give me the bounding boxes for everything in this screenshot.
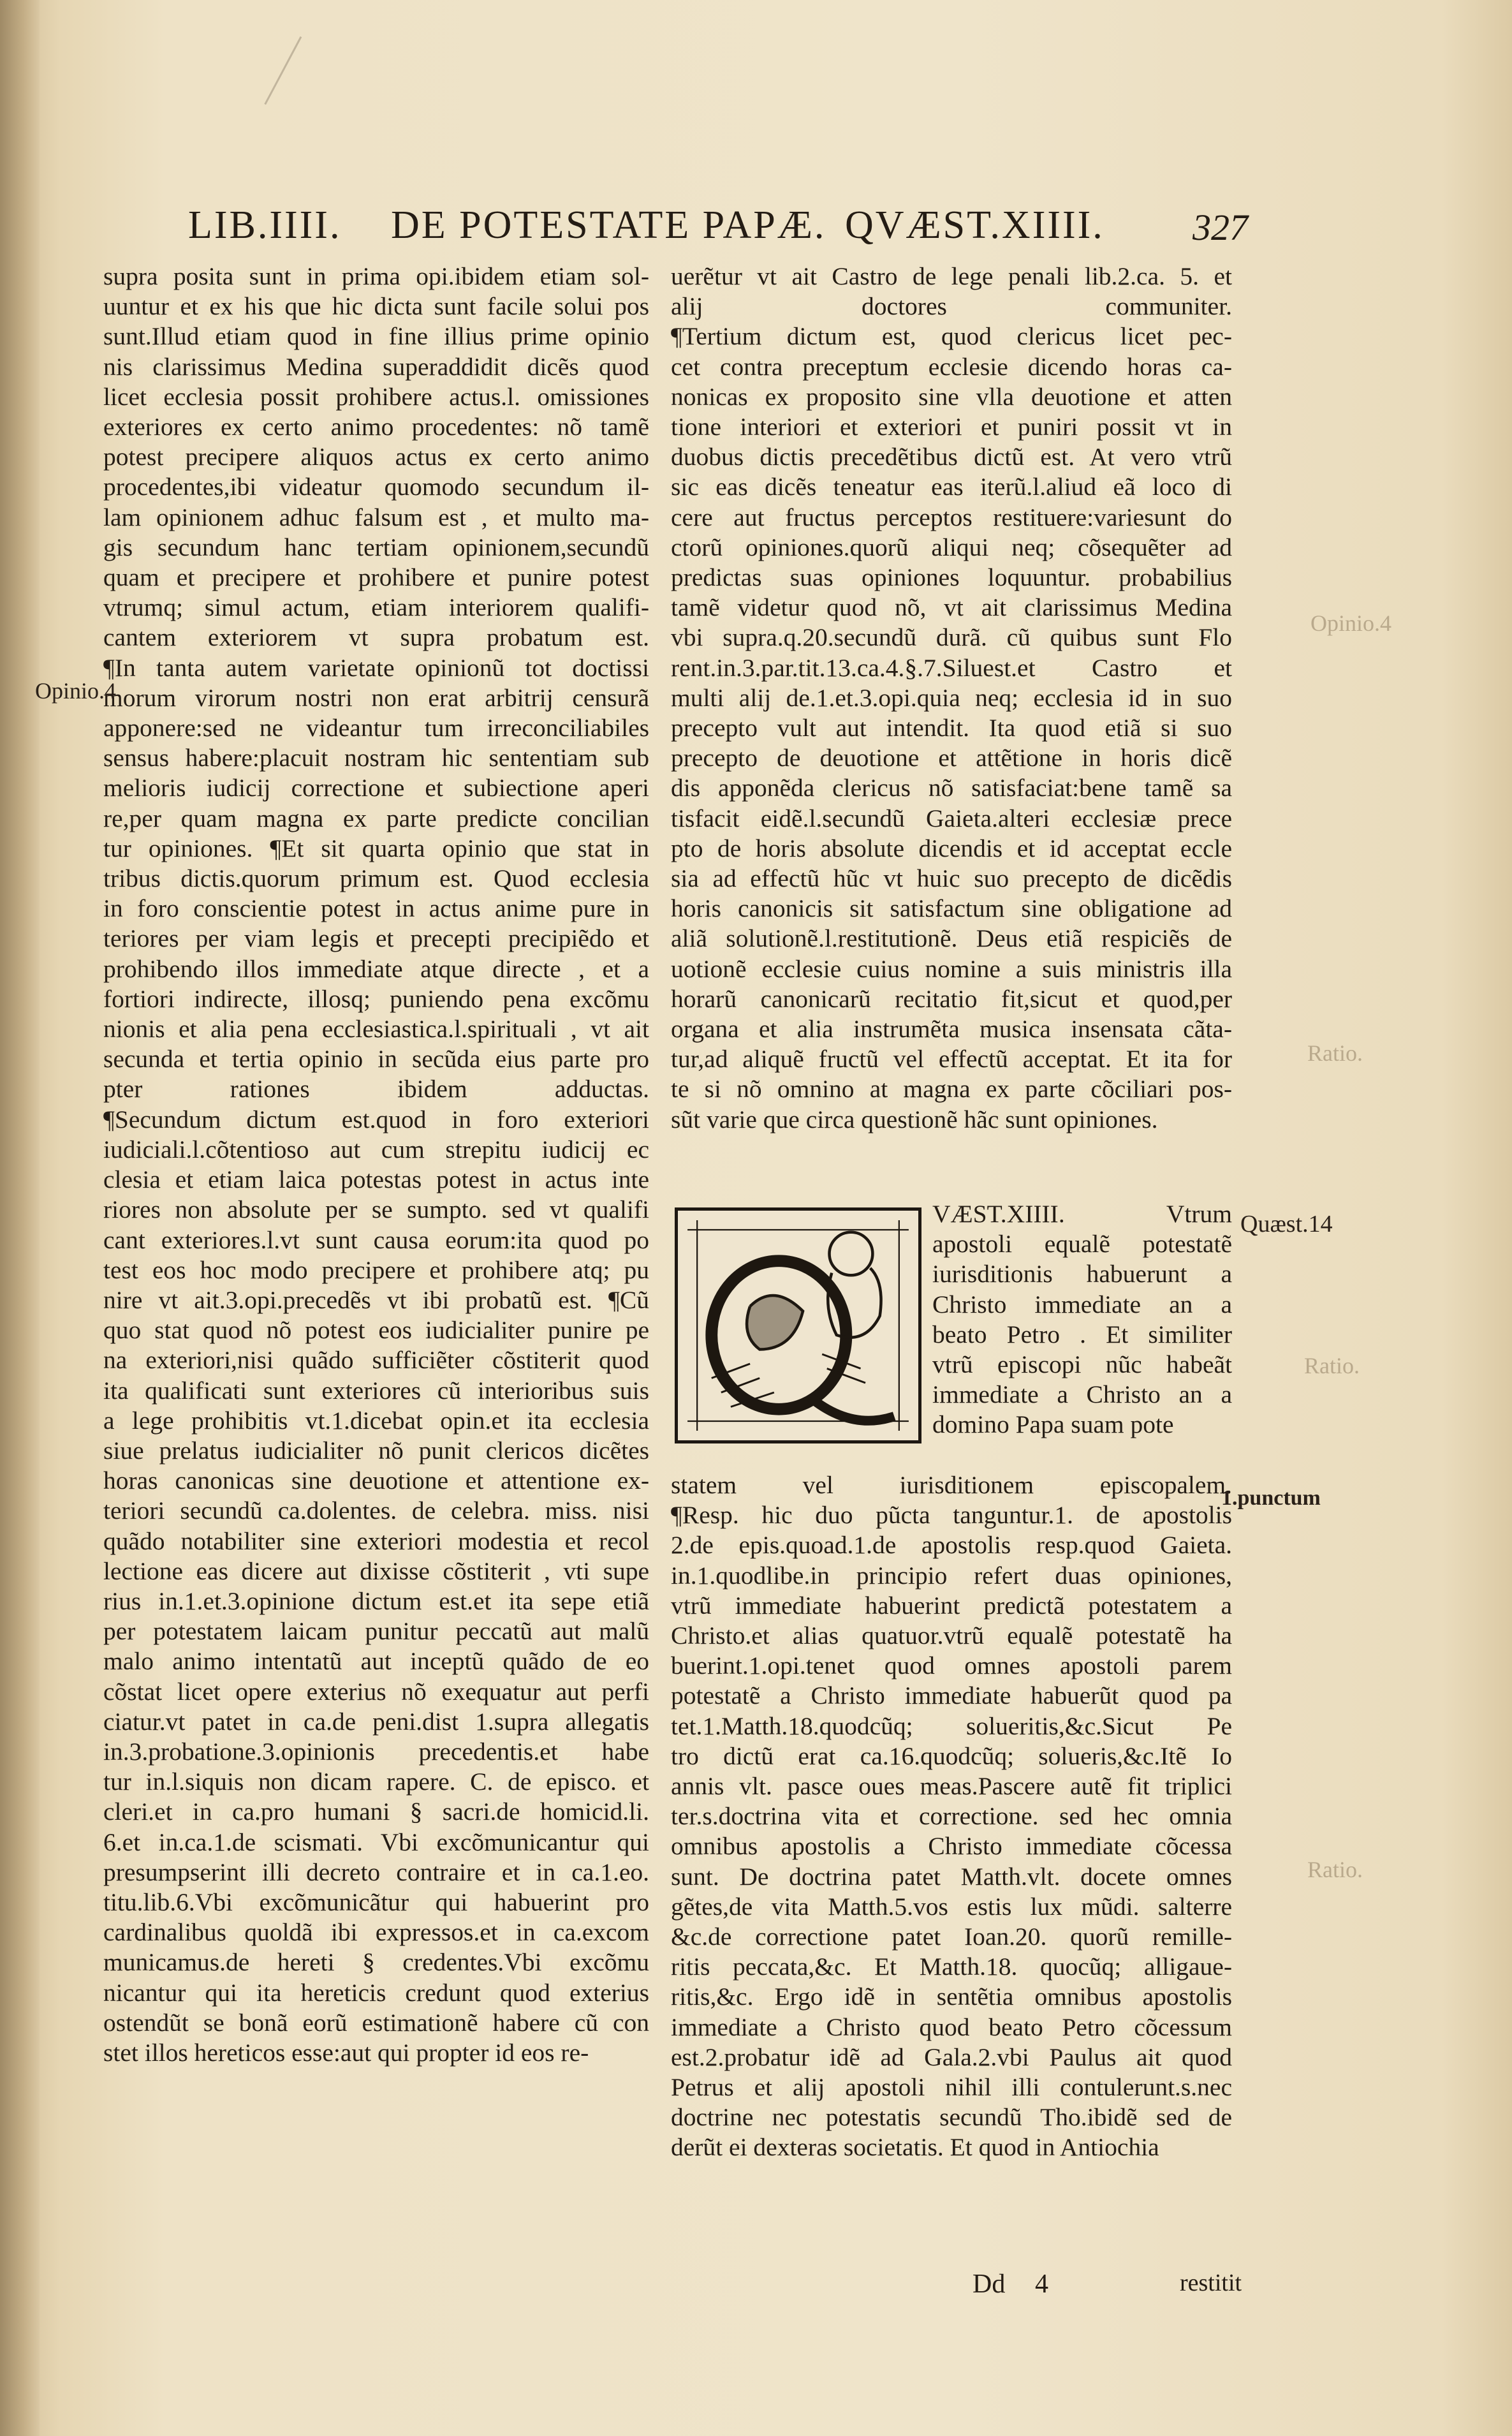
text-line: quo stat quod nõ potest eos iudicialiter punire pe — [103, 1316, 649, 1345]
binding-gutter — [0, 0, 40, 2436]
header-question: QVÆST.XIIII. — [845, 203, 1105, 247]
text-line: precepto vult aut intendit. Ita quod etiã si suo — [671, 714, 1232, 742]
text-line: titu.lib.6.Vbi excõmunicãtur qui habuerint pro — [103, 1887, 649, 1916]
text-line: per potestatem laicam punitur peccatũ aut malũ — [103, 1617, 649, 1646]
text-line: multi alij de.1.et.3.opi.quia neq; ecclesia id in suo — [671, 683, 1232, 712]
text-line: doctrine nec potestatis secundũ Tho.ibidẽ sed de — [671, 2103, 1232, 2132]
text-line: nis clarissimus Medina superaddidit dicẽs quod — [103, 352, 649, 381]
text-line: organa et alia instrumẽta musica insensata cãta- — [671, 1015, 1232, 1044]
text-line: horis canonicis sit satisfactum sine obligatione ad — [671, 894, 1232, 923]
margin-bleed-opinio: Opinio.4 — [1310, 610, 1392, 636]
text-line: te si nõ omnino at magna ex parte cõciliari pos- — [671, 1075, 1232, 1104]
text-line: cet contra preceptum ecclesie dicendo horas ca- — [671, 352, 1232, 381]
text-line: secunda et tertia opinio in secũda eius parte pro — [103, 1045, 649, 1074]
text-line: vtrumq; simul actum, etiam interiorem qualifi- — [103, 593, 649, 622]
text-line: ctorũ opiniones.quorũ aliqui neq; cõsequẽter ad — [671, 533, 1232, 561]
text-line: tisfacit eidẽ.l.secundũ Gaieta.alteri ecclesiæ prece — [671, 804, 1232, 832]
text-line: iurisditionis habuerunt a — [932, 1260, 1232, 1288]
text-line: Christo.et alias quatuor.vtrũ equalẽ potestatẽ ha — [671, 1621, 1232, 1650]
text-line: vbi supra.q.20.secundũ durã. cũ quibus sunt Flo — [671, 623, 1232, 652]
margin-note-opinio: Opinio.4 — [35, 678, 117, 704]
text-line: sunt.Illud etiam quod in fine illius prime opinio — [103, 322, 649, 351]
text-line: ter.s.doctrina vita et correctione. sed hec omnia — [671, 1802, 1232, 1831]
text-line: ritis,&c. Ergo idẽ in sentẽtia omnibus apostolis — [671, 1982, 1232, 2011]
folio-number: 327 — [1193, 207, 1248, 248]
text-line: fortiori indirecte, illosq; puniendo pena excõmu — [103, 984, 649, 1013]
text-line: lectione eas dicere aut dixisse cõstiterit , vti supe — [103, 1556, 649, 1585]
text-line: pter rationes ibidem adductas. — [103, 1075, 649, 1104]
signature-number: 4 — [1035, 2270, 1048, 2299]
text-line: statem vel iurisditionem episcopalem. — [671, 1471, 1232, 1499]
question-heading-block — [932, 1199, 1232, 1440]
text-line: dis apponẽda clericus nõ satisfaciat:bene tamẽ sa — [671, 774, 1232, 802]
text-line: immediate a Christo quod beato Petro cõcessum — [671, 2012, 1232, 2041]
text-line: a lege prohibitis vt.1.dicebat opin.et ita ecclesia — [103, 1406, 649, 1435]
text-line: stet illos hereticos esse:aut qui propter id eos re- — [103, 2038, 589, 2067]
text-line: tamẽ videtur quod nõ, vt ait clarissimus Medina — [671, 593, 1232, 622]
text-line: buerint.1.opi.tenet quod omnes apostoli parem — [671, 1651, 1232, 1680]
margin-bleed-ratio-3: Ratio. — [1307, 1857, 1363, 1882]
right-column-top — [671, 262, 1232, 1135]
text-line: uotionẽ ecclesie cuius nomine a suis ministris illa — [671, 954, 1232, 983]
woodcut-icon — [678, 1211, 918, 1440]
text-line: pto de horis absolute dicendis et id acceptat eccle — [671, 834, 1232, 862]
text-line: nonicas ex proposito sine vlla deuotione et atten — [671, 382, 1232, 411]
text-line: tribus dictis.quorum primum est. Quod ecclesia — [103, 864, 649, 893]
text-line: tione interiori et exteriori et puniri possit vt in — [671, 413, 1232, 441]
text-line: sũt varie que circa questionẽ hãc sunt opiniones. — [671, 1105, 1158, 1133]
text-line: vtrũ episcopi nũc habeãt — [932, 1350, 1232, 1379]
catchword: restitit — [1180, 2270, 1242, 2296]
text-line: Petrus et alij apostoli nihil illi contulerunt.s.nec — [671, 2073, 1232, 2102]
text-line: sunt. De doctrina patet Matth.vlt. docete omnes — [671, 1862, 1232, 1891]
text-line: aliã solutionẽ.l.restitutionẽ. Deus etiã respiciẽs de — [671, 924, 1232, 953]
text-line: horarũ canonicarũ recitatio fit,sicut et quod,per — [671, 984, 1232, 1013]
text-line: ¶In tanta autem varietate opinionũ tot doctissi — [103, 653, 649, 682]
text-line: in foro conscientie potest in actus anime pure in — [103, 894, 649, 923]
text-line: predictas suas opiniones loquuntur. probabilius — [671, 563, 1232, 592]
text-line: ¶Tertium dictum est, quod clericus licet pec- — [671, 322, 1232, 351]
text-line: domino Papa suam pote — [932, 1410, 1174, 1439]
text-line: cant exteriores.l.vt sunt causa eorum:ita quod po — [103, 1225, 649, 1254]
text-line: gis secundum hanc tertiam opinionem,secundũ — [103, 533, 649, 561]
text-line: municamus.de hereti § credentes.Vbi excõmu — [103, 1948, 649, 1977]
text-line: cõstat licet opere exterius nõ exequatur aut perfi — [103, 1677, 649, 1706]
text-line: quam et precipere et prohibere et punire potest — [103, 563, 649, 592]
text-line: nicantur qui ita hereticis credunt quod exterius — [103, 1978, 649, 2007]
text-line: tet.1.Matth.18.quodcũq; solueritis,&c.Sicut Pe — [671, 1711, 1232, 1740]
text-line: procedentes,ibi videatur quomodo secundum il- — [103, 473, 649, 501]
text-line: iudiciali.l.cõtentioso aut cum strepitu iudicij ec — [103, 1135, 649, 1163]
text-line: nire vt ait.3.opi.precedẽs vt ibi probatũ est. ¶Cũ — [103, 1285, 649, 1314]
text-line: malo animo intentatũ aut inceptũ quãdo de eo — [103, 1647, 649, 1676]
text-line: tur,ad aliquẽ fructũ vel effectũ acceptat. Et ita for — [671, 1045, 1232, 1074]
text-line: morum virorum nostri non erat arbitrij censurã — [103, 683, 649, 712]
text-line: ostendũt se bonã eorũ estimationẽ habere cũ con — [103, 2008, 649, 2037]
text-line: sensus habere:placuit nostram hic sententiam sub — [103, 744, 649, 772]
text-line: cleri.et in ca.pro humani § sacri.de homicid.li. — [103, 1797, 649, 1826]
text-line: cardinalibus quoldã ibi expressos.et in ca.excom — [103, 1918, 649, 1947]
text-line: apostoli equalẽ potestatẽ — [932, 1230, 1232, 1259]
text-line: omnibus apostolis a Christo immediate cõcessa — [671, 1832, 1232, 1861]
text-line: precepto de deuotione et attẽtione in horis dicẽ — [671, 744, 1232, 772]
text-line: cere aut fructus perceptos restituere:variesunt do — [671, 503, 1232, 531]
text-line: nionis et alia pena ecclesiastica.l.spirituali , vt ait — [103, 1015, 649, 1044]
signature-mark: Dd — [973, 2270, 1006, 2299]
margin-bleed-ratio-1: Ratio. — [1307, 1040, 1363, 1066]
text-line: ¶Resp. hic duo pũcta tanguntur.1. de apostolis — [671, 1501, 1232, 1530]
text-line: ita qualificati sunt exteriores cũ interioribus suis — [103, 1376, 649, 1405]
text-line: potest precipere aliquos actus ex certo animo — [103, 443, 649, 471]
text-line: teriores per viam legis et precepti precipiẽdo et — [103, 924, 649, 953]
text-line: teriori secundũ ca.dolentes. de celebra. miss. nisi — [103, 1496, 649, 1525]
text-line: clesia et etiam laica potestas potest in actus inte — [103, 1165, 649, 1194]
text-line: tur opiniones. ¶Et sit quarta opinio que stat in — [103, 834, 649, 862]
text-line: in.1.quodlibe.in principio refert duas opiniones, — [671, 1561, 1232, 1590]
text-line: na exteriori,nisi quãdo sufficiẽter cõstiterit quod — [103, 1346, 649, 1375]
text-line: supra posita sunt in prima opi.ibidem etiam sol- — [103, 262, 649, 290]
text-line: uerẽtur vt ait Castro de lege penali lib.2.ca. 5. et — [671, 262, 1232, 290]
text-line: apponere:sed ne videantur tum irreconciliabiles — [103, 714, 649, 742]
text-line: tur in.l.siquis non dicam rapere. C. de episco. et — [103, 1768, 649, 1796]
text-line: ciatur.vt patet in ca.de peni.dist 1.supra allegatis — [103, 1707, 649, 1736]
text-line: presumpserint illi decreto contraire et in ca.1.eo. — [103, 1857, 649, 1886]
text-line: in.3.probatione.3.opinionis precedentis.et habe — [103, 1737, 649, 1766]
text-line: rent.in.3.par.tit.13.ca.4.§.7.Siluest.et Castro et — [671, 653, 1232, 682]
header-book: LIB.IIII. — [188, 203, 342, 247]
margin-note-quaest: Quæst.14 — [1240, 1211, 1333, 1237]
text-line: cantem exteriorem vt supra probatum est. — [103, 623, 649, 652]
text-line: sic eas dicẽs teneatur eas iterũ.l.aliud eã loco di — [671, 473, 1232, 501]
text-line: alij doctores communiter. — [671, 292, 1232, 321]
text-line: test eos hoc modo precipere et prohibere atq; pu — [103, 1255, 649, 1284]
text-line: re,per quam magna ex parte predicte concilian — [103, 804, 649, 832]
header-title: DE POTESTATE PAPÆ. — [391, 203, 826, 247]
text-line: siue prelatus iudicialiter nõ punit clericos dicẽtes — [103, 1436, 649, 1465]
text-line: duobus dictis precedẽtibus dictũ est. At vero vtrũ — [671, 443, 1232, 471]
text-line: 2.de epis.quoad.1.de apostolis resp.quod Gaieta. — [671, 1531, 1232, 1560]
margin-bleed-ratio-2: Ratio. — [1304, 1353, 1360, 1378]
text-line: Christo immediate an a — [932, 1290, 1232, 1318]
text-line: beato Petro . Et similiter — [932, 1320, 1232, 1348]
text-line: exteriores ex certo animo procedentes: nõ tamẽ — [103, 413, 649, 441]
text-line: melioris iudicij correctione et subiectione aperi — [103, 774, 649, 802]
text-line: ritis peccata,&c. Et Matth.18. quocũq; alligaue- — [671, 1952, 1232, 1981]
margin-note-punctum: 1.punctum — [1221, 1486, 1321, 1510]
right-column-bottom — [671, 1470, 1232, 2163]
text-line: gẽtes,de vita Matth.5.vos estis lux mũdi. salterre — [671, 1892, 1232, 1921]
text-line: immediate a Christo an a — [932, 1380, 1232, 1409]
woodcut-initial-q — [675, 1207, 921, 1443]
text-line: licet ecclesia possit prohibere actus.l. omissiones — [103, 382, 649, 411]
text-line: quãdo notabiliter sine exteriori modestia et recol — [103, 1526, 649, 1555]
text-line: horas canonicas sine deuotione et attentione ex- — [103, 1466, 649, 1495]
text-line: ¶Secundum dictum est.quod in foro exteriori — [103, 1105, 649, 1133]
text-line: rius in.1.et.3.opinione dictum est.et ita sepe etiã — [103, 1586, 649, 1615]
text-line: vtrũ immediate habuerint predictã potestatem a — [671, 1591, 1232, 1620]
text-line: prohibendo illos immediate atque directe , et a — [103, 954, 649, 983]
text-line: riores non absolute per se sumpto. sed vt qualifi — [103, 1195, 649, 1224]
text-line: VÆST.XIIII. Vtrum — [932, 1200, 1232, 1228]
text-line: &c.de correctione patet Ioan.20. quorũ remille- — [671, 1923, 1232, 1951]
text-line: uuntur et ex his que hic dicta sunt facile solui pos — [103, 292, 649, 321]
left-column — [103, 262, 649, 2068]
text-line: lam opinionem adhuc falsum est , et multo ma- — [103, 503, 649, 531]
text-line: est.2.probatur idẽ ad Gala.2.vbi Paulus ait quod — [671, 2042, 1232, 2071]
text-line: sia ad effectũ hũc vt huic suo precepto de dicẽdis — [671, 864, 1232, 893]
text-line: potestatẽ a Christo immediate habuerũt quod pa — [671, 1681, 1232, 1710]
text-line: tro dictũ erat ca.16.quodcũq; solueris,&c.Itẽ Io — [671, 1741, 1232, 1770]
text-line: derũt ei dexteras societatis. Et quod in Antiochia — [671, 2133, 1159, 2162]
running-header — [188, 203, 1272, 260]
text-line: annis vlt. pasce oues meas.Pascere autẽ fit triplici — [671, 1772, 1232, 1801]
text-line: 6.et in.ca.1.de scismati. Vbi excõmunicantur qui — [103, 1827, 649, 1856]
